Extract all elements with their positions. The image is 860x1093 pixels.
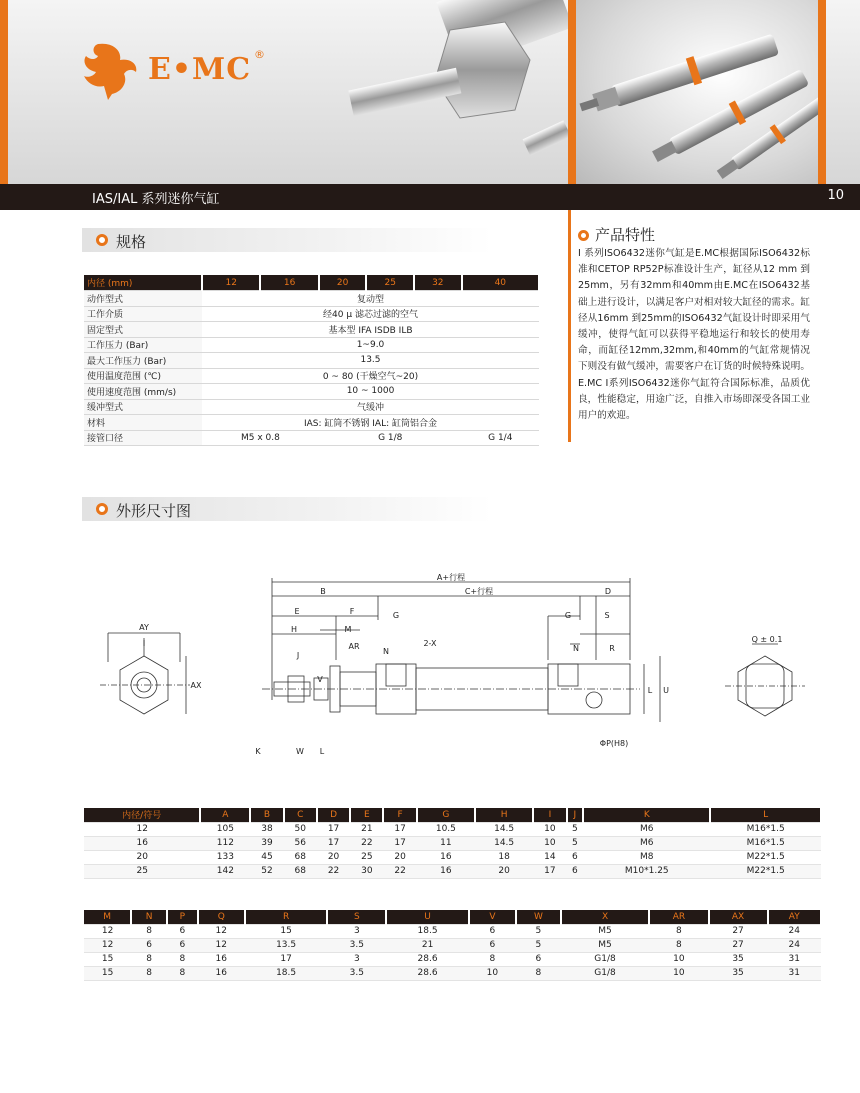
spec-row	[84, 291, 539, 307]
spec-label: 缓冲型式	[84, 399, 202, 415]
table-row	[84, 822, 821, 836]
cell: 21	[386, 938, 469, 952]
orange-divider-right	[818, 0, 826, 186]
dim-header-cell: I	[533, 808, 566, 822]
cell: 24	[768, 924, 821, 938]
spec-value: 基本型 IFA ISDB ILB	[202, 322, 539, 338]
cell: 112	[200, 836, 250, 850]
dim-header-cell: P	[167, 910, 198, 924]
spec-table	[84, 275, 540, 446]
label-A: A+行程	[436, 573, 466, 582]
dim-header-cell: V	[469, 910, 516, 924]
spec-value: 经40 μ 滤芯过滤的空气	[202, 306, 539, 322]
features-text: I 系列ISO6432迷你气缸是E.MC根据国际ISO6432标准和CETOP RP52P标准设计生产，缸径从12 mm 到 25mm，另有32mm和40mm由E.MC在ISO6432基础上进行设计，以满足客户对相对较大缸径的需求。缸径从16mm 到25mm的ISO6432气缸设计时即采用气缓冲，使得气缸可以获得平稳地运行和较长的使用寿命，而缸径12mm,32mm,和40mm的气缸常规情况下则没有做气缓冲，需要客户在订货的时候特殊说明。E.MC I系列ISO6432迷你气缸符合国际标准，品质优良，性能稳定，用途广泛，自推入市场即深受各国工业用户的欢迎。	[578, 248, 810, 422]
label-N2: N	[573, 644, 579, 653]
spec-label: 材料	[84, 415, 202, 431]
spec-value: 气缓冲	[202, 399, 539, 415]
dim-header-cell: G	[417, 808, 475, 822]
hero-cylinder-image	[300, 0, 570, 184]
dim-header-cell: W	[516, 910, 561, 924]
dim-header-cell: D	[317, 808, 350, 822]
cell: 30	[350, 864, 383, 878]
dimension-table-1	[84, 808, 822, 879]
cell: 8	[131, 966, 167, 980]
cell: M5	[561, 924, 649, 938]
product-photo	[576, 0, 818, 184]
cell: 3.5	[327, 966, 386, 980]
cell: 15	[84, 952, 131, 966]
cell: 6	[516, 952, 561, 966]
cell: 8	[131, 924, 167, 938]
label-S: S	[604, 611, 610, 620]
dim-header-cell: AX	[709, 910, 768, 924]
cell: 15	[84, 966, 131, 980]
dim-header-cell: B	[250, 808, 283, 822]
dim-header-cell: E	[350, 808, 383, 822]
cell: 6	[131, 938, 167, 952]
cell: 17	[383, 822, 416, 836]
cell: 17	[533, 864, 566, 878]
cell: 10	[533, 836, 566, 850]
bullet-icon	[578, 230, 589, 241]
cell: G1/8	[561, 952, 649, 966]
cell: 8	[167, 966, 198, 980]
dim-header-cell: AR	[649, 910, 708, 924]
cell: 17	[317, 822, 350, 836]
dim-section-title: 外形尺寸图	[116, 502, 192, 520]
label-M: M	[344, 625, 352, 634]
label-J: J	[296, 651, 300, 660]
cell: 6	[567, 850, 584, 864]
cell: 27	[709, 938, 768, 952]
cell: 52	[250, 864, 283, 878]
cell: M16*1.5	[710, 822, 821, 836]
cell: 56	[284, 836, 317, 850]
label-L: L	[647, 686, 653, 695]
label-G2: G	[564, 611, 572, 620]
cell: 22	[317, 864, 350, 878]
table-row	[84, 850, 821, 864]
label-C: C+行程	[464, 587, 494, 596]
cell: 20	[475, 864, 533, 878]
cell: 8	[649, 924, 708, 938]
cell: M6	[583, 822, 710, 836]
dim-header-cell: S	[327, 910, 386, 924]
logo-text: E•MC	[148, 52, 252, 87]
cell: 50	[284, 822, 317, 836]
spec-row	[84, 337, 539, 353]
dim-header-cell: R	[245, 910, 328, 924]
cell: 28.6	[386, 952, 469, 966]
dimension-table-2	[84, 910, 822, 981]
cell: 3.5	[327, 938, 386, 952]
spec-header-cell: 40	[462, 275, 539, 291]
cell: 20	[317, 850, 350, 864]
label-X: 2-X	[423, 639, 437, 648]
spec-label: 使用温度范围 (℃)	[84, 368, 202, 384]
cell: 18	[475, 850, 533, 864]
spec-header-cell: 32	[414, 275, 462, 291]
cell: 11	[417, 836, 475, 850]
spec-header-row	[84, 275, 539, 291]
spec-value: 复动型	[202, 291, 539, 307]
cell: M22*1.5	[710, 850, 821, 864]
cell: 10.5	[417, 822, 475, 836]
cell: 6	[469, 938, 516, 952]
label-I: I	[142, 639, 146, 648]
features-title-text: 产品特性	[595, 226, 656, 244]
table-row	[84, 966, 821, 980]
cell: 3	[327, 952, 386, 966]
cell: G1/8	[561, 966, 649, 980]
spec-section-title: 规格	[116, 233, 147, 251]
cell: 12	[84, 822, 200, 836]
cell: 25	[84, 864, 200, 878]
brand-logo	[78, 38, 268, 102]
spec-label: 最大工作压力 (Bar)	[84, 353, 202, 369]
spec-row	[84, 384, 539, 400]
spec-row	[84, 353, 539, 369]
cell: 45	[250, 850, 283, 864]
cell: 10	[469, 966, 516, 980]
spec-value: 1~9.0	[202, 337, 539, 353]
cell: 21	[350, 822, 383, 836]
label-R: R	[609, 644, 615, 653]
cell: 35	[709, 966, 768, 980]
table-row	[84, 924, 821, 938]
cell: 17	[245, 952, 328, 966]
dim-header-cell: K	[583, 808, 710, 822]
cell: 24	[768, 938, 821, 952]
orange-divider	[568, 0, 576, 186]
cell: M16*1.5	[710, 836, 821, 850]
dim-header-cell: N	[131, 910, 167, 924]
cell: 18.5	[386, 924, 469, 938]
spec-row	[84, 306, 539, 322]
spec-label: 工作压力 (Bar)	[84, 337, 202, 353]
cell: 8	[516, 966, 561, 980]
cell: 20	[84, 850, 200, 864]
spec-header-cell: 25	[366, 275, 414, 291]
cell: 22	[350, 836, 383, 850]
column-divider	[568, 210, 571, 442]
spec-label: 使用速度范围 (mm/s)	[84, 384, 202, 400]
registered-mark: ®	[254, 48, 265, 61]
cell: 8	[131, 952, 167, 966]
cell: 12	[84, 938, 131, 952]
cell: 12	[198, 938, 245, 952]
title-bar	[0, 184, 860, 210]
cell: 3	[327, 924, 386, 938]
dim-header-cell: Q	[198, 910, 245, 924]
label-V: V	[317, 675, 323, 684]
cell: 8	[649, 938, 708, 952]
cell: 14	[533, 850, 566, 864]
cell: M22*1.5	[710, 864, 821, 878]
cell: 28.6	[386, 966, 469, 980]
cell: 22	[383, 864, 416, 878]
cell: 8	[469, 952, 516, 966]
cell: 5	[567, 836, 584, 850]
spec-value: G 1/4	[462, 430, 539, 446]
dim-section-header	[82, 497, 492, 521]
label-AY: AY	[139, 623, 149, 632]
label-N: N	[383, 647, 389, 656]
cell: 31	[768, 952, 821, 966]
cell: 133	[200, 850, 250, 864]
dim-header-cell: F	[383, 808, 416, 822]
dim-header-cell: 内径/符号	[84, 808, 200, 822]
dim-header-cell: J	[567, 808, 584, 822]
cell: 10	[649, 952, 708, 966]
dim-header-cell: C	[284, 808, 317, 822]
dim-header-cell: AY	[768, 910, 821, 924]
cell: 15	[245, 924, 328, 938]
spec-value: IAS: 缸筒不锈钢 IAL: 缸筒铝合金	[202, 415, 539, 431]
table-row	[84, 938, 821, 952]
label-AX: AX	[190, 681, 202, 690]
dim-header-cell: U	[386, 910, 469, 924]
cell: 10	[649, 966, 708, 980]
label-H: H	[290, 625, 298, 634]
drawing-labels	[139, 572, 782, 756]
cell: 142	[200, 864, 250, 878]
spec-row	[84, 322, 539, 338]
cell: 16	[198, 952, 245, 966]
spec-row	[84, 415, 539, 431]
cell: 27	[709, 924, 768, 938]
spec-header-cell: 12	[202, 275, 260, 291]
dim-header-cell: A	[200, 808, 250, 822]
label-P: ΦP(H8)	[599, 739, 629, 748]
cell: 16	[198, 966, 245, 980]
cell: 18.5	[245, 966, 328, 980]
label-K: K	[255, 747, 261, 756]
label-U: U	[663, 686, 669, 695]
dim-header-cell: H	[475, 808, 533, 822]
spec-header-cell: 20	[319, 275, 367, 291]
spec-section-header	[82, 228, 492, 252]
cell: 6	[567, 864, 584, 878]
cell: 16	[84, 836, 200, 850]
spec-label: 动作型式	[84, 291, 202, 307]
dim-header-cell: M	[84, 910, 131, 924]
spec-header-cell: 16	[260, 275, 318, 291]
cell: M5	[561, 938, 649, 952]
spec-row	[84, 368, 539, 384]
cell: 25	[350, 850, 383, 864]
cell: 20	[383, 850, 416, 864]
cell: 8	[167, 952, 198, 966]
series-title: IAS/IAL 系列迷你气缸	[92, 192, 220, 207]
left-orange-edge	[0, 0, 8, 186]
page-number: 10	[827, 188, 844, 203]
cell: 14.5	[475, 822, 533, 836]
spec-row-port	[84, 430, 539, 446]
label-W: W	[296, 747, 304, 756]
table-row	[84, 836, 821, 850]
cell: 105	[200, 822, 250, 836]
dim-header-cell: X	[561, 910, 649, 924]
cell: M10*1.25	[583, 864, 710, 878]
spec-value: 0 ~ 80 (干燥空气~20)	[202, 368, 539, 384]
cell: 5	[567, 822, 584, 836]
cell: 14.5	[475, 836, 533, 850]
features-title	[578, 224, 655, 245]
label-E: E	[294, 607, 300, 616]
cell: 13.5	[245, 938, 328, 952]
cell: 35	[709, 952, 768, 966]
cell: 12	[84, 924, 131, 938]
cell: 10	[533, 822, 566, 836]
spec-label: 固定型式	[84, 322, 202, 338]
cell: 17	[317, 836, 350, 850]
cell: 68	[284, 864, 317, 878]
spec-value: 10 ~ 1000	[202, 384, 539, 400]
spec-value: M5 x 0.8	[202, 430, 319, 446]
spec-label: 接管口径	[84, 430, 202, 446]
cell: 16	[417, 864, 475, 878]
cell: 6	[167, 938, 198, 952]
dim-header-cell: L	[710, 808, 821, 822]
cell: 12	[198, 924, 245, 938]
goat-logo-icon	[78, 38, 144, 102]
dim1-header-row	[84, 808, 821, 822]
cell: 6	[167, 924, 198, 938]
spec-row	[84, 399, 539, 415]
bullet-icon	[96, 234, 108, 246]
cell: 5	[516, 924, 561, 938]
cell: 6	[469, 924, 516, 938]
cell: 38	[250, 822, 283, 836]
spec-value: 13.5	[202, 353, 539, 369]
cell: 5	[516, 938, 561, 952]
label-AR: AR	[348, 642, 360, 651]
spec-label: 工作介质	[84, 306, 202, 322]
label-D: D	[604, 587, 612, 596]
label-F: F	[349, 607, 355, 616]
cylinders-photo-illustration	[576, 0, 818, 184]
cell: M8	[583, 850, 710, 864]
cell: 31	[768, 966, 821, 980]
table-row	[84, 952, 821, 966]
label-Q: Q ± 0.1	[751, 635, 783, 644]
cell: 68	[284, 850, 317, 864]
table-row	[84, 864, 821, 878]
dimension-drawing	[0, 560, 860, 770]
label-L2: L	[319, 747, 325, 756]
spec-value: G 1/8	[319, 430, 462, 446]
dim2-header-row	[84, 910, 821, 924]
label-B: B	[320, 587, 326, 596]
cell: 39	[250, 836, 283, 850]
cell: 16	[417, 850, 475, 864]
bullet-icon	[96, 503, 108, 515]
label-G: G	[392, 611, 400, 620]
spec-header-cell: 内径 (mm)	[84, 275, 202, 291]
cell: 17	[383, 836, 416, 850]
cell: M6	[583, 836, 710, 850]
